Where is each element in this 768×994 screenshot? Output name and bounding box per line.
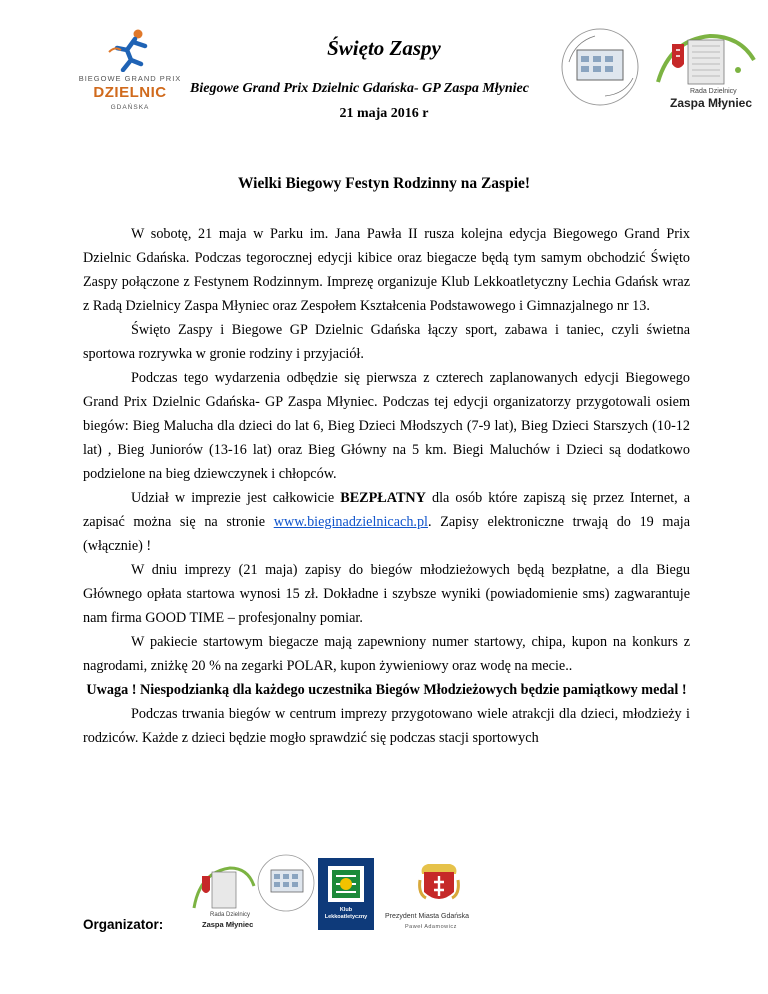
lechia-crest-icon [326, 864, 366, 904]
notice-paragraph: Uwaga ! Niespodzianką dla każdego uczestnika Biegów Młodzieżowych będzie pamiątkowy medal ! [86, 682, 687, 698]
logo-main-text: DZIELNIC [93, 84, 167, 101]
rada-dzielnicy-logo [650, 30, 760, 120]
paragraph-2: Święto Zaspy i Biegowe GP Dzielnic Gdańska łączy sport, zabawa i taniec, czyli świetna sportowa rozrywka w gronie rodziny i przyjaciół. [83, 322, 690, 362]
prezydent-title: Prezydent Miasta Gdańska [385, 913, 470, 920]
logo-bottom-text: GDAŃSKA [110, 104, 150, 111]
klub-line-2: Lekkoatletyczny [324, 914, 368, 920]
footer-rada-small: Rada Dzielnicy [210, 912, 251, 918]
logo-top-text: BIEGOWE GRAND PRIX [78, 74, 182, 83]
building-icon [650, 30, 760, 90]
school-logo [555, 22, 645, 112]
paragraph-5: W dniu imprezy (21 maja) zapisy do biegów młodzieżowych będą bezpłatne, a dla Biegu Głównego opłata startowa wynosi 15 zł. Dokładne i szybsze wyniki (powiadomienie sms) zagwarantuje nam firma GOOD TIME – profesjonalny pomiar. [83, 562, 690, 626]
event-date: 21 maja 2016 r [339, 106, 429, 121]
article-body [83, 222, 690, 750]
prezydent-name: Paweł Adamowicz [405, 924, 457, 930]
registration-link[interactable]: www.bieginadzielnicach.pl [273, 514, 428, 530]
footer-building-icon [190, 864, 256, 912]
paragraph-4-part-a: Udział w imprezie jest całkowicie [131, 490, 341, 506]
footer-rada-logo [190, 864, 256, 936]
article-heading: Wielki Biegowy Festyn Rodzinny na Zaspie! [237, 175, 531, 192]
paragraph-4 [83, 486, 690, 558]
klub-lekkoatletyczny-logo [318, 858, 374, 930]
paragraph-4-part-c: . Zapisy elektroniczne trwają do 19 maja (włącznie) ! [83, 514, 691, 554]
klub-line-1: Klub [339, 907, 353, 913]
paragraph-7: Podczas trwania biegów w centrum imprezy przygotowano wiele atrakcji dla dzieci, młodzieży i rodziców. Każde z dzieci będzie mogło sprawdzić się podczas stacji sportowych [83, 706, 690, 746]
gdansk-coat-of-arms-icon [416, 860, 462, 910]
paragraph-1: W sobotę, 21 maja w Parku im. Jana Pawła II rusza kolejna edycja Biegowego Grand Prix Dzielnic Gdańska. Podczas tegorocznej edycji kibice oraz biegacze będą tym samym obchodzić Święto Zaspy połączone z Festynem Rodzinnym. Imprezę organizuje Klub Lekkoatletyczny Lechia Gdańsk wraz z Radą Dzielnicy Zaspa Młyniec oraz Zespołem Kształcenia Podstawowego i Gimnazjalnego nr 13. [83, 226, 690, 314]
page-title: Święto Zaspy [327, 36, 441, 60]
footer-school-logo [255, 848, 317, 918]
rada-big-text: Zaspa Młyniec [670, 96, 753, 110]
page-subtitle: Biegowe Grand Prix Dzielnic Gdańska- GP Zaspa Młyniec [190, 81, 529, 96]
paragraph-3: Podczas tego wydarzenia odbędzie się pierwsza z czterech zaplanowanych edycji Biegowego Grand Prix Dzielnic Gdańska- GP Zaspa Młyniec. Podczas tej edycji organizatorzy przygotowali osiem biegów: Bieg Malucha dla dzieci do lat 6, Bieg Dzieci Młodszych (7-9 lat), Bieg Dzieci Starszych (10-12 lat) , Bieg Juniorów (13-16 lat) oraz Bieg Główny na 5 km. Biegi Maluchów i Dzieci są dodatkowo podzielone na bieg dziewczynek i chłopców. [83, 370, 690, 482]
footer-rada-big: Zaspa Młyniec [202, 920, 254, 929]
rada-small-text: Rada Dzielnicy [690, 88, 737, 95]
paragraph-4-part-b: dla osób które zapiszą się przez Internet, a zapisać można się na stronie [83, 490, 690, 530]
free-entry-emphasis: BEZPŁATNY [340, 490, 426, 506]
organizer-label: Organizator: [83, 917, 164, 932]
klub-label [318, 907, 374, 921]
paragraph-6: W pakiecie startowym biegacze mają zapewniony numer startowy, chipa, kupon na konkurs z nagrodami, zniżkę 20 % na zegarki POLAR, kupon żywieniowy oraz wodę na mecie.. [83, 634, 690, 674]
